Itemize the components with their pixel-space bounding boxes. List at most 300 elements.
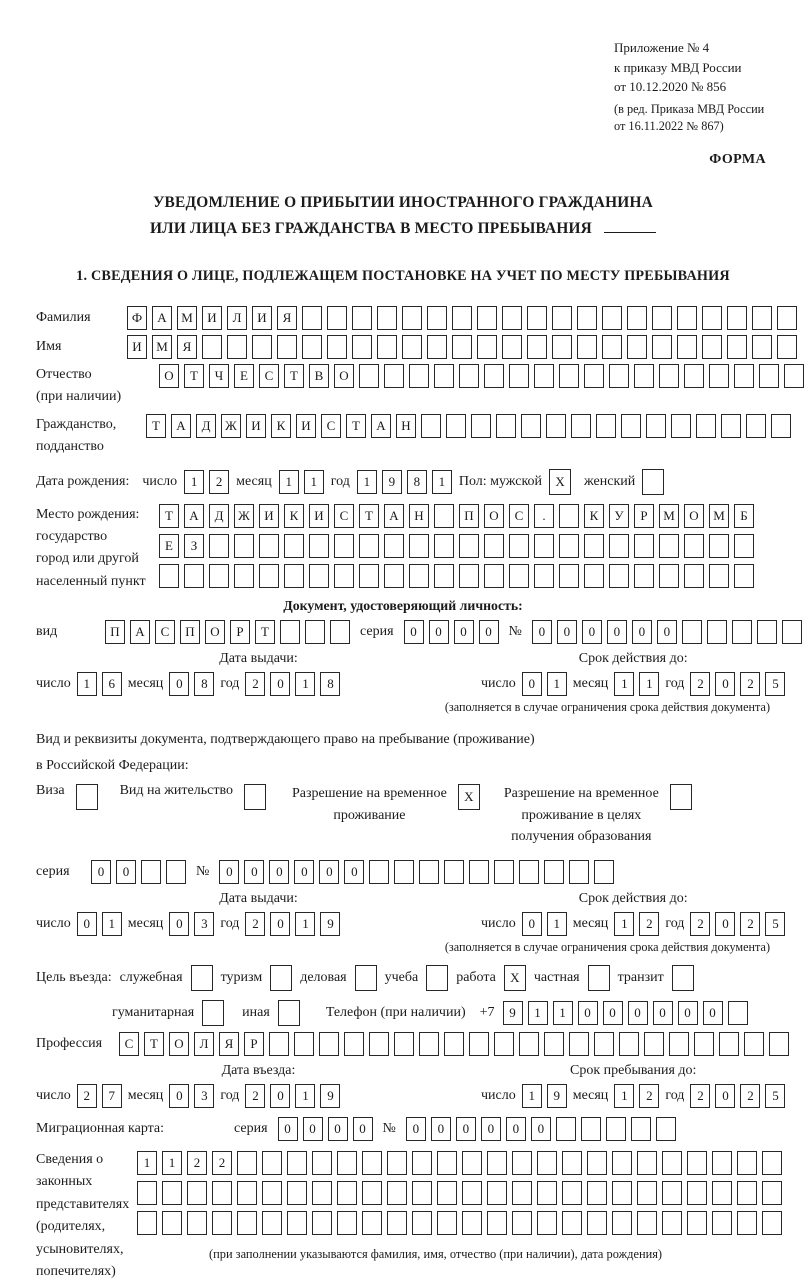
- representatives-label-line6: попечителях): [36, 1263, 116, 1279]
- annex-line: Приложение № 4: [614, 40, 710, 55]
- char-cell: [202, 335, 222, 359]
- char-cell: О: [334, 364, 354, 388]
- char-cell: К: [584, 504, 604, 528]
- char-cell: Т: [144, 1032, 164, 1056]
- entry-day: [77, 1084, 122, 1108]
- temp-permit-label-line1: Разрешение на временное: [291, 785, 447, 801]
- citizenship-row: [36, 414, 770, 459]
- char-cell: Л: [227, 306, 247, 330]
- char-cell: 1: [184, 470, 204, 494]
- char-cell: [244, 784, 266, 810]
- year-label: год: [665, 1087, 685, 1103]
- char-cell: [419, 1032, 439, 1056]
- residence-doc-options: [36, 783, 770, 848]
- patronymic-label: Отчество: [36, 366, 92, 382]
- migration-card-label: Миграционная карта:: [36, 1120, 165, 1136]
- doc-issue-year: [245, 672, 340, 696]
- char-cell: [732, 620, 752, 644]
- surname-label: Фамилия: [36, 309, 91, 325]
- char-cell: [269, 1032, 289, 1056]
- entry-month: [169, 1084, 214, 1108]
- char-cell: 0: [431, 1117, 451, 1141]
- char-cell: [434, 504, 454, 528]
- char-cell: С: [155, 620, 175, 644]
- year-label: год: [220, 1087, 240, 1103]
- annex-line: к приказу МВД России: [614, 59, 742, 75]
- char-cell: 3: [194, 912, 214, 936]
- char-cell: [384, 534, 404, 558]
- stay-until-header: Срок пребывания до:: [569, 1062, 697, 1078]
- char-cell: С: [259, 364, 279, 388]
- char-cell: [652, 306, 672, 330]
- char-cell: [469, 860, 489, 884]
- month-label: месяц: [236, 473, 272, 489]
- char-cell: [777, 335, 797, 359]
- citizenship-boxes: [146, 414, 791, 438]
- char-cell: 1: [137, 1151, 157, 1175]
- birth-place-boxes-row2: [159, 534, 754, 558]
- char-cell: [262, 1181, 282, 1205]
- char-cell: [355, 965, 377, 991]
- char-cell: [609, 564, 629, 588]
- char-cell: [369, 1032, 389, 1056]
- char-cell: [771, 414, 791, 438]
- day-label: число: [481, 1087, 516, 1103]
- char-cell: [727, 306, 747, 330]
- issue-date-header: Дата выдачи:: [219, 890, 298, 906]
- char-cell: 2: [740, 1084, 760, 1108]
- char-cell: Т: [146, 414, 166, 438]
- char-cell: [631, 1117, 651, 1141]
- purpose-option-label: иная: [242, 1004, 270, 1020]
- char-cell: [512, 1151, 532, 1175]
- forma-label: ФОРМА: [709, 152, 766, 168]
- char-cell: [362, 1151, 382, 1175]
- char-cell: [159, 564, 179, 588]
- char-cell: X: [549, 469, 571, 495]
- char-cell: [444, 1032, 464, 1056]
- char-cell: [662, 1151, 682, 1175]
- char-cell: [609, 534, 629, 558]
- purpose-official-checkbox: [191, 965, 213, 991]
- validity-note: (заполняется в случае ограничения срока действия документа): [444, 939, 770, 954]
- doc-kind-boxes: [105, 620, 350, 644]
- char-cell: 0: [353, 1117, 373, 1141]
- char-cell: 1: [432, 470, 452, 494]
- char-cell: [659, 534, 679, 558]
- char-cell: [277, 335, 297, 359]
- char-cell: [537, 1181, 557, 1205]
- char-cell: В: [309, 364, 329, 388]
- char-cell: [512, 1181, 532, 1205]
- char-cell: [487, 1151, 507, 1175]
- char-cell: [584, 564, 604, 588]
- visa-label: Виза: [36, 782, 65, 798]
- char-cell: 0: [91, 860, 111, 884]
- char-cell: [707, 620, 727, 644]
- char-cell: [427, 306, 447, 330]
- char-cell: [309, 534, 329, 558]
- char-cell: X: [504, 965, 526, 991]
- purpose-other-checkbox: [278, 1000, 300, 1026]
- char-cell: [459, 364, 479, 388]
- char-cell: 1: [357, 470, 377, 494]
- patronymic-boxes: [159, 364, 804, 388]
- migration-series-boxes: [278, 1117, 373, 1141]
- char-cell: X: [458, 784, 480, 810]
- char-cell: [359, 364, 379, 388]
- char-cell: Т: [284, 364, 304, 388]
- char-cell: С: [509, 504, 529, 528]
- char-cell: [302, 335, 322, 359]
- char-cell: [556, 1117, 576, 1141]
- char-cell: [305, 620, 325, 644]
- char-cell: [757, 620, 777, 644]
- doc-series-boxes: [404, 620, 499, 644]
- birth-place-boxes-row1: [159, 504, 754, 528]
- char-cell: [327, 306, 347, 330]
- char-cell: [387, 1181, 407, 1205]
- representatives-boxes-row1: [137, 1151, 782, 1175]
- char-cell: [302, 306, 322, 330]
- char-cell: Е: [234, 364, 254, 388]
- birth-place-label: Место рождения:: [36, 506, 140, 522]
- char-cell: [259, 564, 279, 588]
- char-cell: [477, 306, 497, 330]
- char-cell: [477, 335, 497, 359]
- char-cell: [337, 1181, 357, 1205]
- birth-month-boxes: [279, 470, 324, 494]
- char-cell: 8: [407, 470, 427, 494]
- char-cell: Т: [184, 364, 204, 388]
- char-cell: 1: [295, 672, 315, 696]
- birth-place-city-label2: населенный пункт: [36, 573, 146, 589]
- purpose-option-label: учеба: [384, 969, 419, 985]
- char-cell: 0: [328, 1117, 348, 1141]
- char-cell: 2: [77, 1084, 97, 1108]
- purpose-transit-checkbox: [672, 965, 694, 991]
- validity-note: (заполняется в случае ограничения срока действия документа): [444, 700, 770, 715]
- char-cell: [559, 364, 579, 388]
- char-cell: Т: [159, 504, 179, 528]
- char-cell: [728, 1001, 748, 1025]
- day-label: число: [142, 473, 178, 489]
- char-cell: О: [159, 364, 179, 388]
- char-cell: [559, 534, 579, 558]
- char-cell: [734, 364, 754, 388]
- sex-female-label: женский: [584, 473, 636, 489]
- char-cell: [584, 534, 604, 558]
- char-cell: [359, 534, 379, 558]
- issue-date-header: Дата выдачи:: [219, 651, 298, 667]
- char-cell: О: [684, 504, 704, 528]
- char-cell: [602, 335, 622, 359]
- char-cell: 0: [269, 860, 289, 884]
- char-cell: [534, 564, 554, 588]
- char-cell: [537, 1211, 557, 1235]
- char-cell: [662, 1211, 682, 1235]
- char-cell: [137, 1211, 157, 1235]
- char-cell: [234, 564, 254, 588]
- char-cell: С: [119, 1032, 139, 1056]
- migration-number-boxes: [406, 1117, 676, 1141]
- char-cell: [262, 1211, 282, 1235]
- char-cell: [419, 860, 439, 884]
- char-cell: [262, 1151, 282, 1175]
- patronymic-sublabel: (при наличии): [36, 389, 122, 405]
- char-cell: Д: [196, 414, 216, 438]
- purpose-study-checkbox: [426, 965, 448, 991]
- char-cell: [352, 335, 372, 359]
- char-cell: [402, 335, 422, 359]
- char-cell: 0: [481, 1117, 501, 1141]
- char-cell: [569, 1032, 589, 1056]
- char-cell: 1: [279, 470, 299, 494]
- char-cell: 1: [547, 672, 567, 696]
- char-cell: [209, 564, 229, 588]
- char-cell: [588, 965, 610, 991]
- char-cell: П: [180, 620, 200, 644]
- char-cell: [502, 306, 522, 330]
- purpose-option-label: транзит: [617, 969, 664, 985]
- char-cell: [696, 414, 716, 438]
- char-cell: 1: [547, 912, 567, 936]
- char-cell: 0: [603, 1001, 623, 1025]
- char-cell: [437, 1181, 457, 1205]
- char-cell: К: [284, 504, 304, 528]
- firstname-label: Имя: [36, 338, 62, 354]
- char-cell: [719, 1032, 739, 1056]
- char-cell: 6: [102, 672, 122, 696]
- phone-prefix: +7: [479, 1004, 495, 1020]
- char-cell: [682, 620, 702, 644]
- char-cell: 0: [531, 1117, 551, 1141]
- char-cell: 0: [270, 1084, 290, 1108]
- birth-date-row: [36, 469, 770, 495]
- char-cell: 1: [77, 672, 97, 696]
- char-cell: 9: [320, 912, 340, 936]
- char-cell: 2: [245, 912, 265, 936]
- char-cell: [287, 1151, 307, 1175]
- char-cell: [284, 564, 304, 588]
- char-cell: Н: [409, 504, 429, 528]
- purpose-option-label: гуманитарная: [112, 1004, 195, 1020]
- char-cell: [462, 1151, 482, 1175]
- char-cell: [334, 534, 354, 558]
- edu-permit-label-line3: получения образования: [511, 829, 652, 845]
- char-cell: [702, 306, 722, 330]
- char-cell: 0: [429, 620, 449, 644]
- form-title-line2: ИЛИ ЛИЦА БЕЗ ГРАЖДАНСТВА В МЕСТО ПРЕБЫВАНИЯ: [150, 219, 592, 237]
- phone-label: Телефон (при наличии): [325, 1004, 466, 1020]
- char-cell: [594, 1032, 614, 1056]
- purpose-option-label: работа: [456, 969, 496, 985]
- char-cell: [762, 1211, 782, 1235]
- char-cell: [409, 534, 429, 558]
- char-cell: [684, 564, 704, 588]
- char-cell: [709, 564, 729, 588]
- char-cell: 0: [169, 672, 189, 696]
- char-cell: 8: [320, 672, 340, 696]
- number-label: №: [508, 624, 522, 640]
- char-cell: [534, 534, 554, 558]
- char-cell: 0: [506, 1117, 526, 1141]
- purpose-private-checkbox: [588, 965, 610, 991]
- birth-day-boxes: [184, 470, 229, 494]
- char-cell: [512, 1211, 532, 1235]
- char-cell: [670, 784, 692, 810]
- char-cell: 5: [765, 1084, 785, 1108]
- char-cell: 0: [169, 1084, 189, 1108]
- char-cell: 2: [212, 1151, 232, 1175]
- residence-series-boxes: [91, 860, 186, 884]
- residence-issue-month: [169, 912, 214, 936]
- series-label: серия: [36, 863, 70, 879]
- valid-until-header: Срок действия до:: [578, 890, 688, 906]
- char-cell: И: [252, 306, 272, 330]
- series-label: серия: [234, 1120, 268, 1136]
- edu-permit-label-line2: проживание в целях: [521, 807, 642, 823]
- month-label: месяц: [127, 676, 164, 692]
- char-cell: [527, 306, 547, 330]
- sex-male-label: Пол: мужской: [458, 473, 543, 489]
- char-cell: А: [152, 306, 172, 330]
- char-cell: О: [169, 1032, 189, 1056]
- purpose-business-checkbox: [355, 965, 377, 991]
- char-cell: [602, 306, 622, 330]
- char-cell: [187, 1181, 207, 1205]
- birth-year-boxes: [357, 470, 452, 494]
- annex-line: от 10.12.2020 № 856: [614, 79, 727, 94]
- representatives-row: [36, 1149, 770, 1283]
- edu-permit-checkbox: [670, 784, 692, 810]
- entry-date-header: Дата въезда:: [221, 1062, 296, 1078]
- char-cell: [712, 1151, 732, 1175]
- char-cell: Ж: [234, 504, 254, 528]
- char-cell: [137, 1181, 157, 1205]
- char-cell: Л: [194, 1032, 214, 1056]
- char-cell: 1: [553, 1001, 573, 1025]
- char-cell: [141, 860, 161, 884]
- char-cell: [162, 1211, 182, 1235]
- char-cell: [534, 364, 554, 388]
- char-cell: [280, 620, 300, 644]
- char-cell: [634, 564, 654, 588]
- char-cell: 0: [578, 1001, 598, 1025]
- char-cell: [646, 414, 666, 438]
- char-cell: [687, 1211, 707, 1235]
- char-cell: [527, 335, 547, 359]
- char-cell: [584, 364, 604, 388]
- form-title: [36, 190, 770, 241]
- residence-doc-line2: в Российской Федерации:: [36, 757, 189, 773]
- representatives-label-line4: (родителях,: [36, 1219, 106, 1235]
- char-cell: 2: [639, 1084, 659, 1108]
- char-cell: [352, 306, 372, 330]
- char-cell: 0: [657, 620, 677, 644]
- edu-permit-label-line1: Разрешение на временное: [503, 785, 659, 801]
- form-title-line1: УВЕДОМЛЕНИЕ О ПРИБЫТИИ ИНОСТРАННОГО ГРАЖДАНИНА: [153, 194, 653, 212]
- char-cell: 2: [690, 672, 710, 696]
- residence-number-boxes: [219, 860, 614, 884]
- char-cell: [484, 564, 504, 588]
- char-cell: 0: [270, 912, 290, 936]
- char-cell: [596, 414, 616, 438]
- char-cell: [721, 414, 741, 438]
- char-cell: [402, 306, 422, 330]
- representatives-label-line1: Сведения о: [36, 1151, 104, 1167]
- char-cell: [184, 564, 204, 588]
- char-cell: [637, 1181, 657, 1205]
- char-cell: [166, 860, 186, 884]
- day-label: число: [36, 1087, 71, 1103]
- char-cell: [519, 860, 539, 884]
- char-cell: [662, 1181, 682, 1205]
- representatives-label-line5: усыновителях,: [36, 1241, 124, 1257]
- residence-permit-checkbox: [244, 784, 266, 810]
- char-cell: [519, 1032, 539, 1056]
- char-cell: [344, 1032, 364, 1056]
- citizenship-label: Гражданство,: [36, 416, 117, 432]
- purpose-option-label: частная: [533, 969, 580, 985]
- char-cell: [694, 1032, 714, 1056]
- char-cell: 0: [319, 860, 339, 884]
- char-cell: [737, 1151, 757, 1175]
- char-cell: 0: [522, 912, 542, 936]
- char-cell: И: [309, 504, 329, 528]
- stay-day: [522, 1084, 567, 1108]
- char-cell: [459, 564, 479, 588]
- char-cell: К: [271, 414, 291, 438]
- migration-card-row: [36, 1117, 770, 1141]
- citizenship-sublabel: подданство: [36, 439, 104, 455]
- char-cell: 2: [690, 912, 710, 936]
- char-cell: 0: [632, 620, 652, 644]
- char-cell: [769, 1032, 789, 1056]
- month-label: месяц: [572, 676, 609, 692]
- char-cell: [659, 564, 679, 588]
- purpose-option-label: деловая: [300, 969, 347, 985]
- section1-heading: 1. СВЕДЕНИЯ О ЛИЦЕ, ПОДЛЕЖАЩЕМ ПОСТАНОВКЕ НА УЧЕТ ПО МЕСТУ ПРЕБЫВАНИЯ: [76, 267, 730, 284]
- char-cell: .: [534, 504, 554, 528]
- surname-boxes: [127, 306, 797, 330]
- char-cell: [581, 1117, 601, 1141]
- char-cell: [202, 1000, 224, 1026]
- char-cell: [434, 534, 454, 558]
- char-cell: 3: [194, 1084, 214, 1108]
- year-label: год: [330, 473, 350, 489]
- char-cell: 0: [522, 672, 542, 696]
- char-cell: 2: [690, 1084, 710, 1108]
- char-cell: [459, 534, 479, 558]
- representatives-label-line2: законных: [36, 1174, 93, 1190]
- char-cell: 1: [295, 912, 315, 936]
- char-cell: [487, 1211, 507, 1235]
- char-cell: 0: [406, 1117, 426, 1141]
- char-cell: 7: [102, 1084, 122, 1108]
- char-cell: Р: [230, 620, 250, 644]
- doc-issue-day: [77, 672, 122, 696]
- char-cell: 2: [740, 912, 760, 936]
- char-cell: [537, 1151, 557, 1175]
- char-cell: [270, 965, 292, 991]
- residence-doc-paragraph: [36, 727, 770, 779]
- char-cell: 0: [715, 1084, 735, 1108]
- char-cell: 1: [614, 1084, 634, 1108]
- char-cell: Т: [346, 414, 366, 438]
- char-cell: [309, 564, 329, 588]
- char-cell: [387, 1211, 407, 1235]
